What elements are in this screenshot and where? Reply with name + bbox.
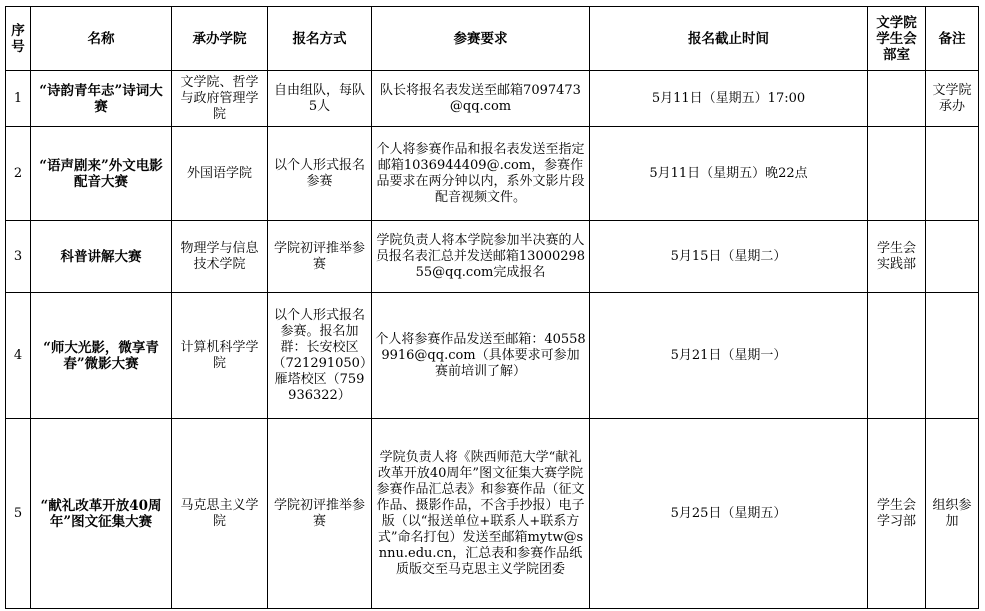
row-deadline: 5月11日（星期五）17:00 [590,71,868,127]
row-index: 3 [6,221,31,293]
header-dept: 文学院学生会部室 [868,7,926,71]
row-deadline: 5月15日（星期二） [590,221,868,293]
row-dept [868,293,926,419]
row-name: “师大光影，微享青春”微影大赛 [31,293,172,419]
table-row [6,71,979,127]
row-dept [868,71,926,127]
row-requirements: 学院负责人将本学院参加半决赛的人员报名表汇总并发送邮箱1300029855@qq.com完成报名 [372,221,590,293]
header-deadline: 报名截止时间 [590,7,868,71]
row-index: 1 [6,71,31,127]
row-name: “诗韵青年志”诗词大赛 [31,71,172,127]
header-remark: 备注 [926,7,979,71]
header-requirements: 参赛要求 [372,7,590,71]
row-school: 文学院、哲学与政府管理学院 [172,71,268,127]
row-remark [926,293,979,419]
row-signup: 以个人形式报名参赛。报名加群：长安校区（721291050）雁塔校区（759936322） [268,293,372,419]
table-row [6,419,979,609]
row-remark [926,127,979,221]
row-school: 马克思主义学院 [172,419,268,609]
header-name: 名称 [31,7,172,71]
row-school: 物理学与信息技术学院 [172,221,268,293]
row-signup: 学院初评推举参赛 [268,419,372,609]
table-row [6,127,979,221]
row-name: “语声剧来”外文电影配音大赛 [31,127,172,221]
row-deadline: 5月11日（星期五）晚22点 [590,127,868,221]
row-requirements: 个人将参赛作品和报名表发送至指定邮箱1036944409@.com，参赛作品要求在两分钟以内，系外文影片段配音视频文件。 [372,127,590,221]
header-index: 序号 [6,7,31,71]
row-signup: 学院初评推举参赛 [268,221,372,293]
row-index: 5 [6,419,31,609]
row-remark [926,221,979,293]
row-name: 科普讲解大赛 [31,221,172,293]
competition-table [5,6,979,609]
row-index: 2 [6,127,31,221]
header-school: 承办学院 [172,7,268,71]
row-dept: 学生会实践部 [868,221,926,293]
row-index: 4 [6,293,31,419]
row-remark: 文学院承办 [926,71,979,127]
row-signup: 以个人形式报名参赛 [268,127,372,221]
row-deadline: 5月21日（星期一） [590,293,868,419]
header-signup: 报名方式 [268,7,372,71]
row-school: 计算机科学学院 [172,293,268,419]
row-dept: 学生会学习部 [868,419,926,609]
row-deadline: 5月25日（星期五） [590,419,868,609]
row-name: “献礼改革开放40周年”图文征集大赛 [31,419,172,609]
row-requirements: 队长将报名表发送至邮箱7097473@qq.com [372,71,590,127]
row-requirements: 个人将参赛作品发送至邮箱：405589916@qq.com（具体要求可参加赛前培训了解） [372,293,590,419]
header-row [6,7,979,71]
row-signup: 自由组队，每队5人 [268,71,372,127]
table-row [6,221,979,293]
row-remark: 组织参加 [926,419,979,609]
table-row [6,293,979,419]
row-requirements: 学院负责人将《陕西师范大学“献礼改革开放40周年”图文征集大赛学院参赛作品汇总表》和参赛作品（征文作品、摄影作品，不含手抄报）电子版（以“报送单位+联系人+联系方式”命名打包）发送至邮箱mytw@snnu.edu.cn，汇总表和参赛作品纸质版交至马克思主义学院团委 [372,419,590,609]
row-dept [868,127,926,221]
row-school: 外国语学院 [172,127,268,221]
